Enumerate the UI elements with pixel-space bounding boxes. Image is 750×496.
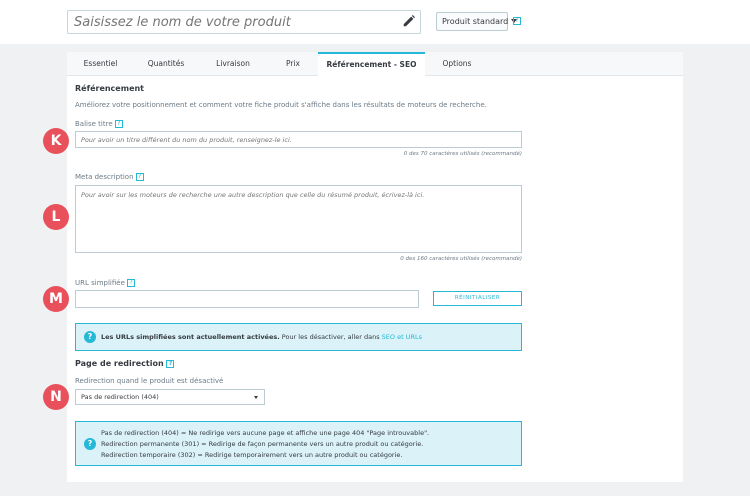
product-type-dropdown[interactable] xyxy=(436,12,508,31)
tab-seo[interactable]: Référencement - SEO xyxy=(318,52,425,77)
annotation-marker-m: M xyxy=(43,286,69,312)
product-form-panel xyxy=(67,52,683,482)
help-icon[interactable]: ? xyxy=(513,17,521,25)
meta-description-label-text: Meta description xyxy=(75,173,134,181)
redirect-help-text xyxy=(101,428,429,461)
annotation-marker-n: N xyxy=(43,384,69,410)
alert-text xyxy=(101,333,422,341)
friendly-url-label-text: URL simplifiée xyxy=(75,279,125,287)
tab-quantites[interactable]: Quantités xyxy=(147,59,185,68)
alert-body-text: Pour les désactiver, aller dans xyxy=(279,333,382,341)
help-icon[interactable]: ? xyxy=(166,360,174,368)
product-type-value: Produit standard xyxy=(442,17,509,26)
redirect-selected-value: Pas de redirection (404) xyxy=(81,393,159,401)
redirect-help-line: Pas de redirection (404) = Ne redirige vers aucune page et affiche une page 404 "Page introuvable". xyxy=(101,429,430,437)
info-icon: ? xyxy=(84,331,96,343)
redirect-label: Redirection quand le produit est désactivé xyxy=(75,377,224,385)
annotation-marker-k: K xyxy=(43,128,69,154)
meta-title-counter: 0 des 70 caractères utilisés (recommandé) xyxy=(403,151,522,157)
caret-down-icon xyxy=(254,396,258,399)
alert-bold-text: Les URLs simplifiées sont actuellement activées. xyxy=(101,333,280,341)
seo-intro: Améliorez votre positionnement et comment votre fiche produit s'affiche dans les résultats de moteurs de recherche. xyxy=(75,101,487,109)
redirect-heading-text: Page de redirection xyxy=(75,359,164,368)
annotation-marker-l: L xyxy=(43,204,69,230)
tab-livraison[interactable]: Livraison xyxy=(216,59,250,68)
meta-description-counter: 0 des 160 caractères utilisés (recommandé) xyxy=(400,256,522,262)
redirect-help-line: Redirection temporaire (302) = Redirige temporairement vers un autre produit ou catégorie. xyxy=(101,451,403,459)
tab-essentiel[interactable]: Essentiel xyxy=(83,59,118,68)
help-icon[interactable]: ? xyxy=(127,279,135,287)
product-header xyxy=(0,0,750,44)
meta-title-label-text: Balise titre xyxy=(75,120,113,128)
redirect-help-alert xyxy=(75,421,522,466)
tab-options[interactable]: Options xyxy=(442,59,472,68)
info-icon: ? xyxy=(84,438,96,450)
help-icon[interactable]: ? xyxy=(136,173,144,181)
meta-title-label xyxy=(75,120,123,128)
meta-description-textarea[interactable] xyxy=(75,185,522,253)
friendly-url-label xyxy=(75,279,135,287)
help-icon[interactable]: ? xyxy=(115,120,123,128)
meta-title-input[interactable] xyxy=(75,131,522,148)
redirect-type-select[interactable] xyxy=(75,389,265,405)
product-name-input[interactable] xyxy=(67,10,421,34)
pencil-icon[interactable] xyxy=(402,14,416,28)
redirect-help-line: Redirection permanente (301) = Redirige de façon permanente vers un autre produit ou catégorie. xyxy=(101,440,424,448)
tab-prix[interactable]: Prix xyxy=(286,59,300,68)
seo-urls-link[interactable]: SEO et URLs xyxy=(381,333,422,341)
redirect-heading xyxy=(75,359,174,368)
meta-description-label xyxy=(75,173,144,181)
seo-heading: Référencement xyxy=(75,84,145,93)
friendly-url-input[interactable] xyxy=(75,290,419,308)
tab-bar xyxy=(67,52,683,76)
friendly-url-alert xyxy=(75,323,522,351)
reset-url-button[interactable]: RÉINITIALISER xyxy=(433,291,522,306)
